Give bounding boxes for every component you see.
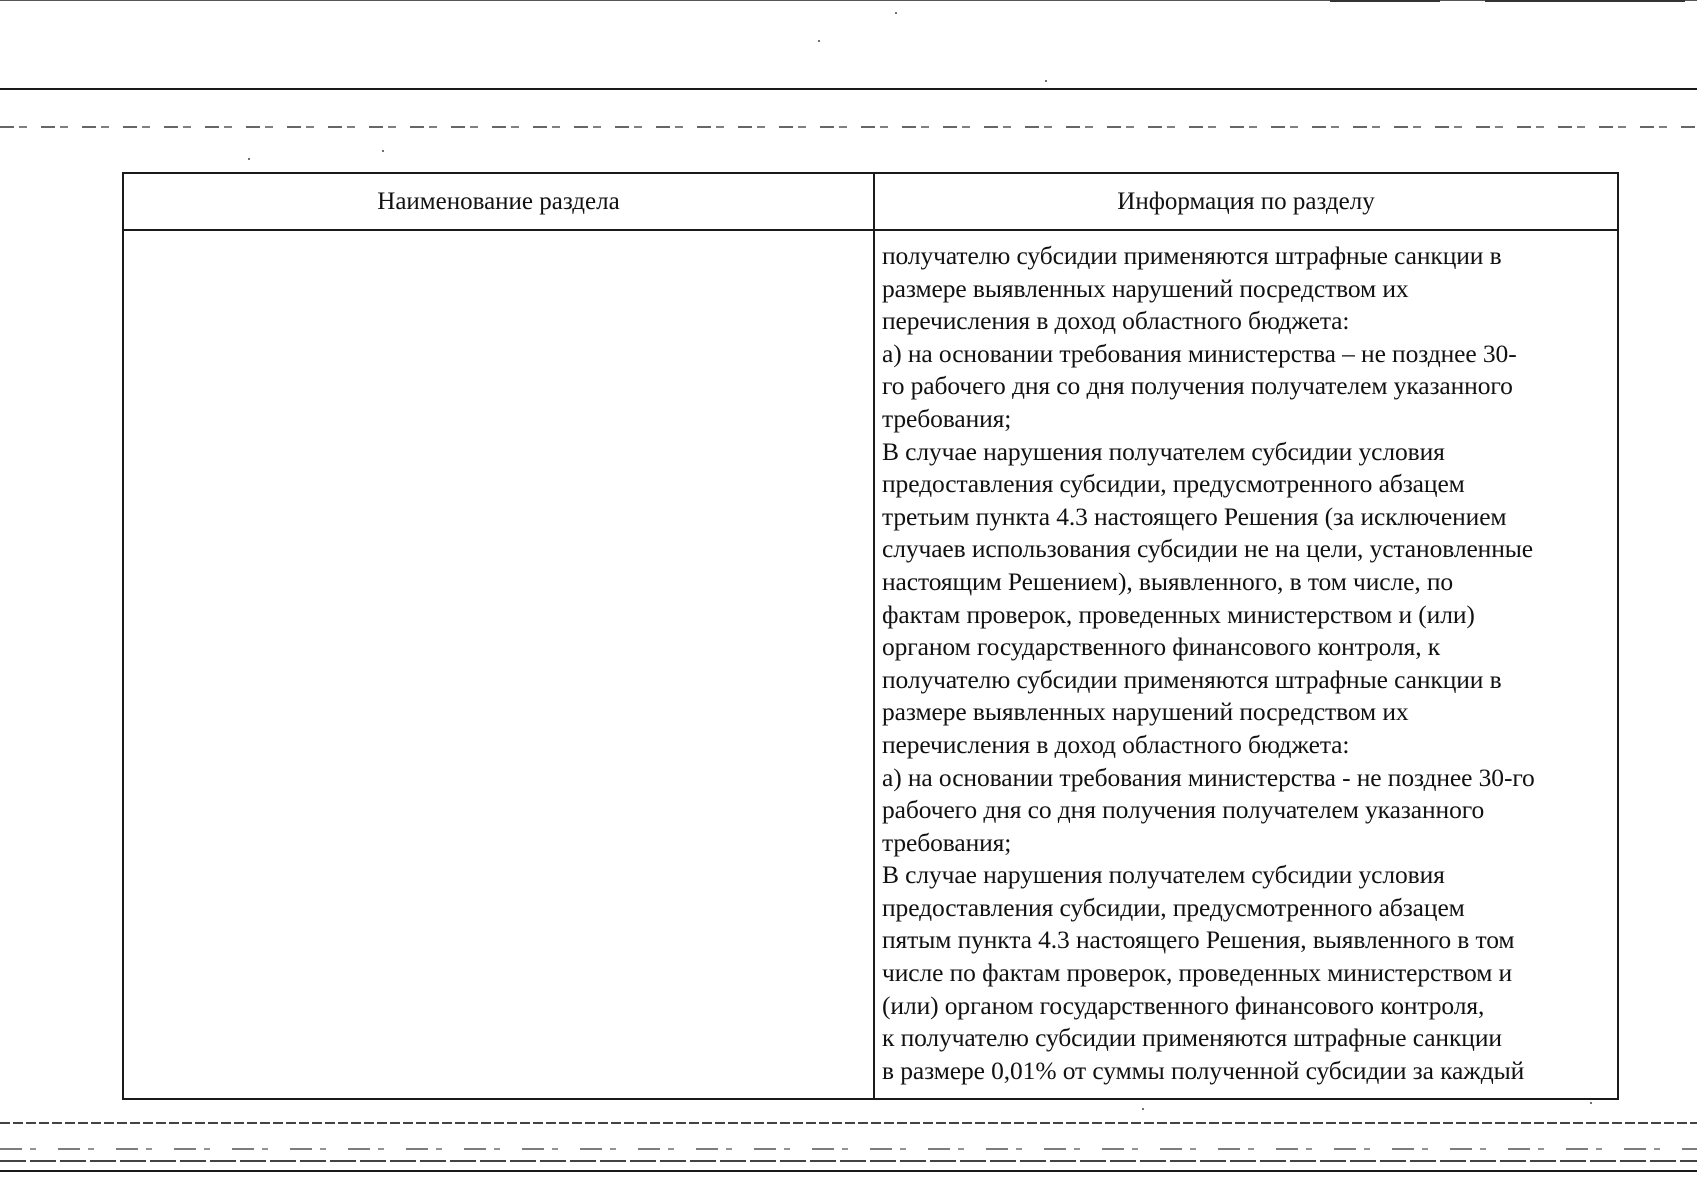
scan-header-rule bbox=[0, 88, 1697, 90]
info-line: В случае нарушения получателем субсидии условия bbox=[882, 436, 1445, 466]
info-line: пятым пункта 4.3 настоящего Решения, выявленного в том bbox=[882, 925, 1515, 955]
scan-speck bbox=[818, 40, 820, 42]
scan-top-rule bbox=[0, 0, 1697, 1]
info-line: предоставления субсидии, предусмотренного абзацем bbox=[882, 469, 1465, 499]
info-line: а) на основании требования министерства - не позднее 30-го bbox=[882, 762, 1535, 792]
info-line: В случае нарушения получателем субсидии условия bbox=[882, 860, 1445, 890]
section-table bbox=[122, 172, 1619, 1100]
info-line: получателю субсидии применяются штрафные санкции в bbox=[882, 664, 1502, 694]
info-line: го рабочего дня со дня получения получателем указанного bbox=[882, 371, 1513, 401]
info-line: перечисления в доход областного бюджета: bbox=[882, 729, 1350, 759]
scan-speck bbox=[1590, 1102, 1592, 1104]
scan-speck bbox=[1142, 1108, 1144, 1110]
scan-dashed-rule-top bbox=[0, 126, 1697, 128]
info-line: размере выявленных нарушений посредством их bbox=[882, 697, 1409, 727]
scan-top-right-mark bbox=[1330, 0, 1440, 2]
info-line: требования; bbox=[882, 827, 1012, 857]
info-line: фактам проверок, проведенных министерством и (или) bbox=[882, 599, 1475, 629]
info-line: третьим пункта 4.3 настоящего Решения (за исключением bbox=[882, 501, 1507, 531]
scan-dashed-rule-bottom bbox=[0, 1148, 1697, 1150]
info-line: случаев использования субсидии не на цели, установленные bbox=[882, 534, 1534, 564]
info-line: в размере 0,01% от суммы полученной субсидии за каждый bbox=[882, 1055, 1525, 1085]
header-divider bbox=[124, 229, 1617, 231]
info-line: (или) органом государственного финансового контроля, bbox=[882, 990, 1485, 1020]
scan-speck bbox=[1045, 80, 1047, 82]
info-line: рабочего дня со дня получения получателем указанного bbox=[882, 795, 1485, 825]
info-line: получателю субсидии применяются штрафные санкции в bbox=[882, 241, 1502, 270]
scan-bottom-rule bbox=[0, 1170, 1697, 1172]
header-section-name: Наименование раздела bbox=[377, 188, 620, 215]
scan-top-right-mark bbox=[1485, 0, 1685, 2]
info-line: предоставления субсидии, предусмотренного абзацем bbox=[882, 892, 1465, 922]
scan-dashed-rule-bottom bbox=[0, 1122, 1697, 1124]
scan-speck bbox=[382, 150, 384, 152]
info-line: числе по фактам проверок, проведенных министерством и bbox=[882, 958, 1513, 988]
info-line: перечисления в доход областного бюджета: bbox=[882, 306, 1350, 336]
scan-speck bbox=[895, 12, 897, 14]
header-section-info: Информация по разделу bbox=[1117, 188, 1375, 215]
info-line: требования; bbox=[882, 403, 1012, 433]
scan-speck bbox=[248, 158, 250, 160]
section-info-cell bbox=[882, 240, 1620, 1087]
info-line: органом государственного финансового контроля, к bbox=[882, 632, 1441, 662]
info-line: а) на основании требования министерства – не позднее 30- bbox=[882, 338, 1517, 368]
info-line: размере выявленных нарушений посредством их bbox=[882, 273, 1409, 303]
scan-dashed-rule-bottom bbox=[0, 1160, 1697, 1162]
info-line: к получателю субсидии применяются штрафные санкции bbox=[882, 1023, 1502, 1053]
info-line: настоящим Решением), выявленного, в том числе, по bbox=[882, 566, 1454, 596]
column-divider bbox=[873, 174, 875, 1098]
